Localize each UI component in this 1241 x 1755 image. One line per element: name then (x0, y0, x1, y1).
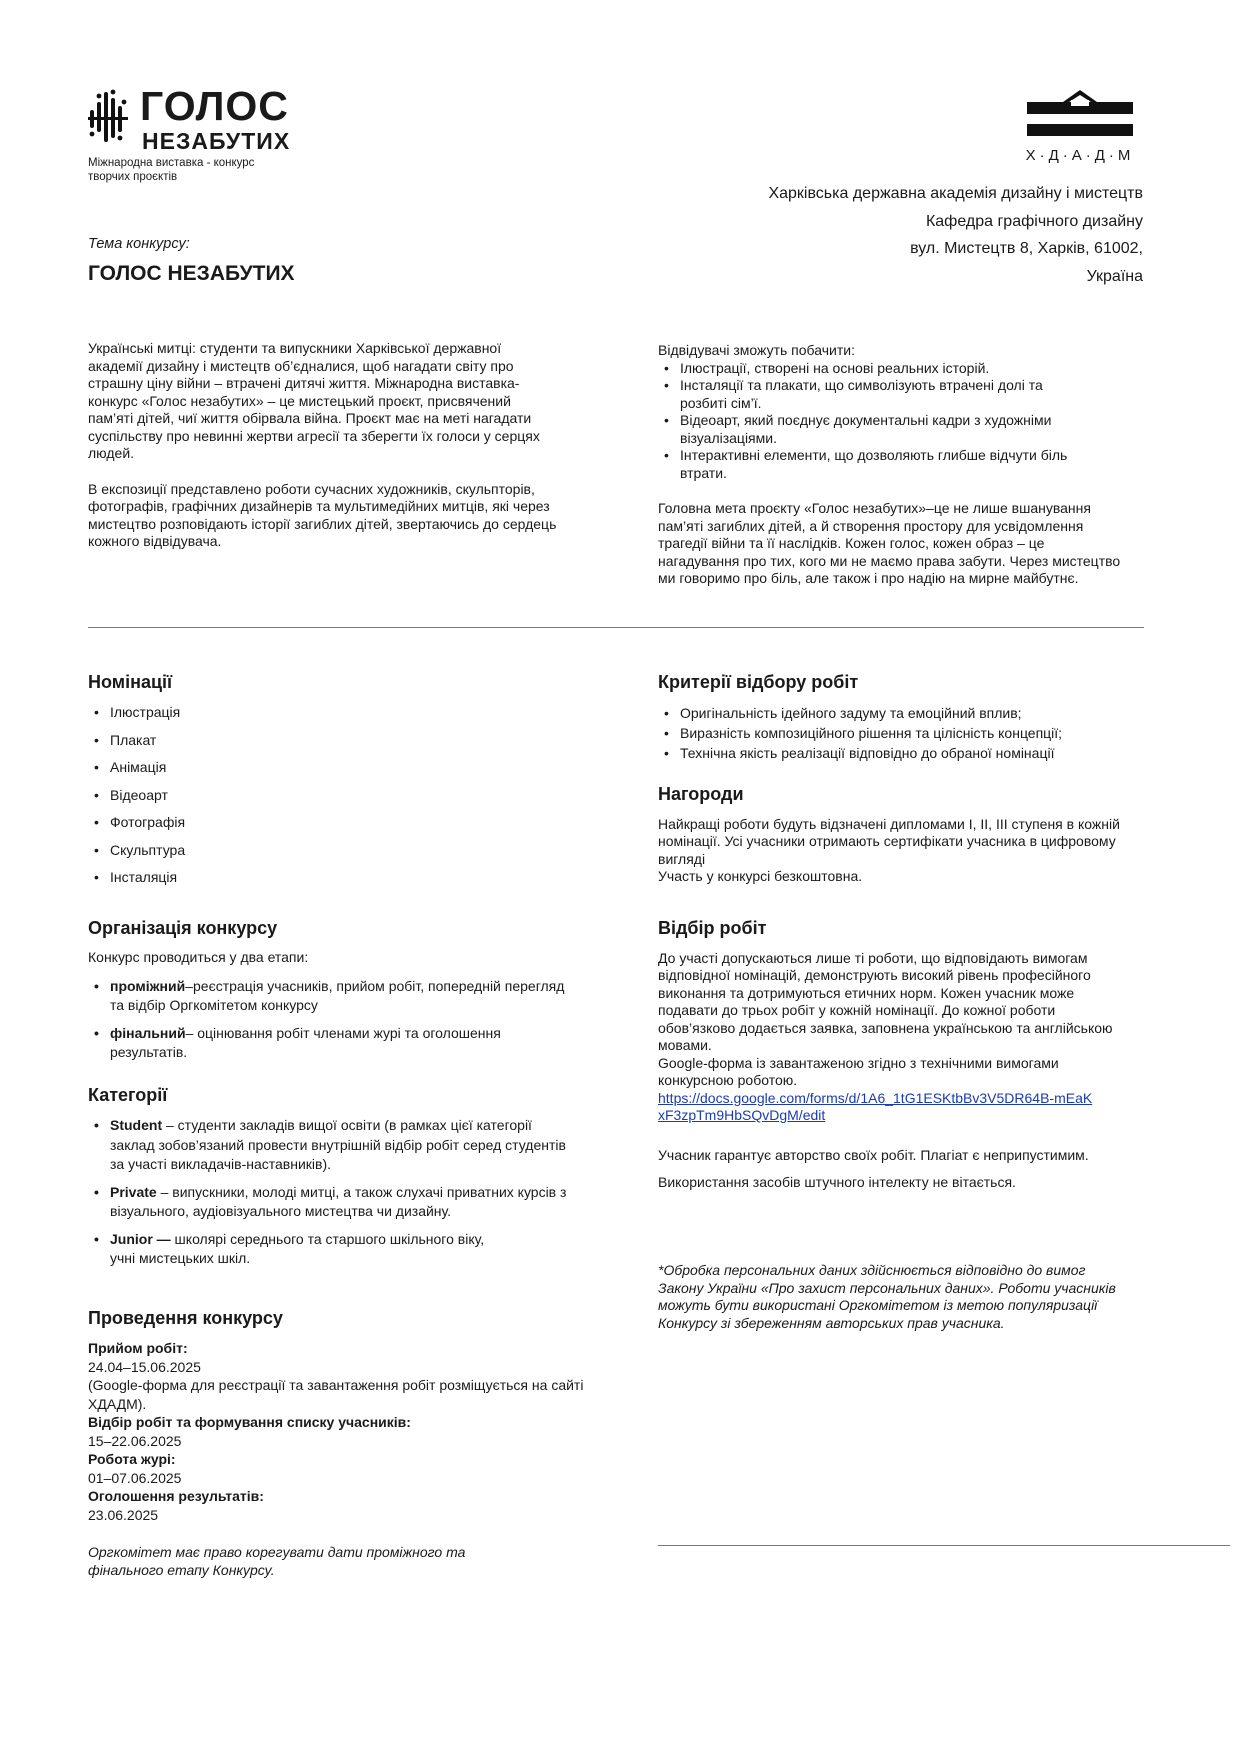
stage-text: –реєстрація учасників, прийом робіт, попередній перегляд та відбір Оргкомітетом конкурсу (110, 977, 565, 1013)
schedule-date: 23.06.2025 (88, 1506, 159, 1523)
list-item: • Плакат (88, 727, 573, 755)
institution-block (768, 180, 1143, 290)
list-item: • Анімація (88, 754, 573, 782)
academy-logo-icon (1017, 78, 1143, 148)
institution-country: Україна (1086, 267, 1143, 285)
list-item (88, 1024, 568, 1063)
list-item: • Фотографія (88, 809, 573, 837)
nominations-heading: Номінації (88, 672, 173, 692)
list-item: • Відеоарт, який поєднує документальні кадри з художніми візуалізаціями. (658, 412, 1068, 447)
schedule-list (88, 1339, 588, 1524)
categories-list (88, 1116, 568, 1269)
categories-section (88, 1085, 568, 1275)
form-text: Google-форма із завантаженою згідно з технічними вимогами конкурсною роботою. (658, 1054, 1059, 1088)
theme-label: Тема конкурсу: (88, 236, 190, 252)
stages-list (88, 977, 568, 1063)
academy-logo (1017, 78, 1143, 170)
list-item: • Відеоарт (88, 782, 573, 810)
stage-text: – оцінювання робіт членами журі та оголошення результатів. (110, 1024, 501, 1060)
logo-subtitle: Міжнародна виставка - конкурс творчих проєктів (88, 157, 255, 183)
list-item: • Інтерактивні елементи, що дозволяють глибше відчути біль втрати. (658, 447, 1068, 482)
criteria-section (658, 672, 1138, 763)
schedule-label: Робота журі: (88, 1451, 176, 1467)
category-text: школярі середнього та старшого шкільного віку, учні мистецьких шкіл. (110, 1230, 485, 1266)
academy-logo-caption: Х·Д·А·Д·М (1025, 147, 1135, 164)
schedule-note: (Google-форма для реєстрації та завантаження робіт розміщується на сайті ХДАДМ). (88, 1377, 584, 1412)
bottom-divider (658, 1545, 1230, 1546)
privacy-note: *Обробка персональних даних здійснюється відповідно до вимог Закону України «Про захист персональних даних». Роботи учасників можуть бути використані Оргкомітетом із метою популяризації Конкурсу зі збереженням авторських прав учасника. (658, 1262, 1116, 1331)
schedule-section (88, 1308, 588, 1579)
institution-department: Кафедра графічного дизайну (925, 212, 1143, 230)
awards-heading: Нагороди (658, 784, 744, 804)
list-item: • Скульптура (88, 837, 573, 865)
schedule-label: Оголошення результатів: (88, 1488, 264, 1504)
selection-heading: Відбір робіт (658, 918, 767, 938)
category-name: Student (110, 1117, 163, 1133)
ai-note: Використання засобів штучного інтелекту не вітається. (658, 1174, 1016, 1190)
section-divider (88, 627, 1144, 628)
schedule-footnote: Оргкомітет має право корегувати дати проміжного та фінального етапу Конкурсу. (88, 1544, 466, 1578)
category-name: Private (110, 1183, 157, 1200)
schedule-date: 01–07.06.2025 (88, 1469, 182, 1486)
list-item: • Інсталяція (88, 864, 573, 892)
institution-name: Харківська державна академія дизайну і мистецтв (768, 185, 1143, 202)
schedule-date: 24.04–15.06.2025 (88, 1358, 201, 1375)
schedule-label: Відбір робіт та формування списку учасників: (88, 1414, 411, 1430)
list-item (88, 977, 568, 1016)
organization-section (88, 918, 568, 1069)
list-item (88, 1116, 568, 1175)
list-item: • Інсталяції та плакати, що символізують втрачені долі та розбиті сім’ї. (658, 377, 1068, 412)
list-item (88, 1230, 500, 1269)
list-item: • Виразність композиційного рішення та цілісність концепції; (658, 723, 1138, 743)
list-item: • Ілюстрації, створені на основі реальних історій. (658, 360, 1068, 378)
logo-title-line1: ГОЛОС (140, 83, 289, 129)
criteria-heading: Критерії відбору робіт (658, 672, 859, 692)
criteria-list (658, 703, 1138, 763)
schedule-date: 15–22.06.2025 (88, 1432, 182, 1449)
institution-address: вул. Мистецтв 8, Харків, 61002, (910, 240, 1143, 257)
awards-section (658, 786, 1128, 886)
list-item: • Оригінальність ідейного задуму та емоційний вплив; (658, 703, 1138, 723)
authorship-note: Учасник гарантує авторство своїх робіт. Плагіат є неприпустимим. (658, 1146, 1089, 1163)
google-form-link[interactable]: https://docs.google.com/forms/d/1A6_1tG1ESKtbBv3V5DR64B-mEaKxF3zpTm9HbSQvDgM/edit (658, 1089, 1093, 1123)
organization-heading: Організація конкурсу (88, 918, 278, 938)
list-item: • Ілюстрація (88, 699, 573, 727)
participation-free: Участь у конкурсі безкоштовна. (658, 868, 863, 884)
organization-intro: Конкурс проводиться у два етапи: (88, 949, 309, 965)
logo-title-line2: НЕЗАБУТИХ (142, 128, 291, 154)
theme-title: ГОЛОС НЕЗАБУТИХ (88, 262, 295, 285)
intro-right (658, 342, 1138, 588)
selection-text: До участі допускаються лише ті роботи, що відповідають вимогам відповідної номінацій, демонструють високий рівень професійного виконання та дотримуються етичних норм. Кожен учасник може подавати до трьох робіт у кожній номінації. До кожної роботи обов’язково додається заявка, заповнена українською та англійською мовами. (658, 949, 1113, 1053)
project-logo-icon (88, 88, 130, 146)
awards-text: Найкращі роботи будуть відзначені дипломами I, II, III ступеня в кожній номінації. Усі учасники отримають сертифікати учасника в цифровому вигляді (658, 815, 1120, 867)
selection-section (658, 920, 1128, 1192)
stage-name: фінальний (110, 1024, 186, 1041)
category-name: Junior — (110, 1230, 171, 1247)
intro-paragraph-2: В експозиції представлено роботи сучасних художників, скульпторів, фотографів, графічних дизайнерів та мультимедійних митців, які через мистецтво розповідають історії загиблих дітей, звертаючись до сердець кожного відвідувача. (88, 480, 557, 549)
category-text: – студенти закладів вищої освіти (в рамках цієї категорії заклад зобов’язаний провести внутрішній відбір робіт серед студентів за участі викладачів-наставників). (110, 1117, 566, 1172)
intro-left (88, 340, 558, 551)
visitors-list (658, 360, 1068, 483)
intro-paragraph-1: Українські митці: студенти та випускники Харківської державної академії дизайну і мистецтв об’єдналися, щоб нагадати світу про страшну ціну війни – втрачені дитячі життя. Міжнародна виставка-конкурс «Голос незабутих» – це мистецький проєкт, присвячений пам’яті дітей, чиї життя обірвала війна. Проєкт має на меті нагадати суспільству про невинні жертви агресії та зберегти їх голоси у серцях людей. (88, 340, 540, 461)
categories-heading: Категорії (88, 1085, 168, 1105)
schedule-heading: Проведення конкурсу (88, 1308, 283, 1328)
category-text: – випускники, молоді митці, а також слухачі приватних курсів з візуального, аудіовізуального мистецтва чи дизайну. (110, 1183, 567, 1219)
schedule-label: Прийом робіт: (88, 1340, 188, 1356)
list-item (88, 1183, 568, 1222)
stage-name: проміжний (110, 977, 186, 994)
list-item: • Технічна якість реалізації відповідно до обраної номінації (658, 743, 1138, 763)
project-goal: Головна мета проєкту «Голос незабутих»–це не лише вшанування пам’яті загиблих дітей, а й створення простору для усвідомлення трагедії війни та її наслідків. Кожен голос, кожен образ – це нагадування про тих, кого ми не маємо права забути. Через мистецтво ми говоримо про біль, але також і про надію на мирне майбутнє. (658, 500, 1121, 586)
visitors-heading: Відвідувачі зможуть побачити: (658, 342, 855, 358)
nominations-section (88, 672, 573, 892)
nominations-list (88, 699, 573, 892)
